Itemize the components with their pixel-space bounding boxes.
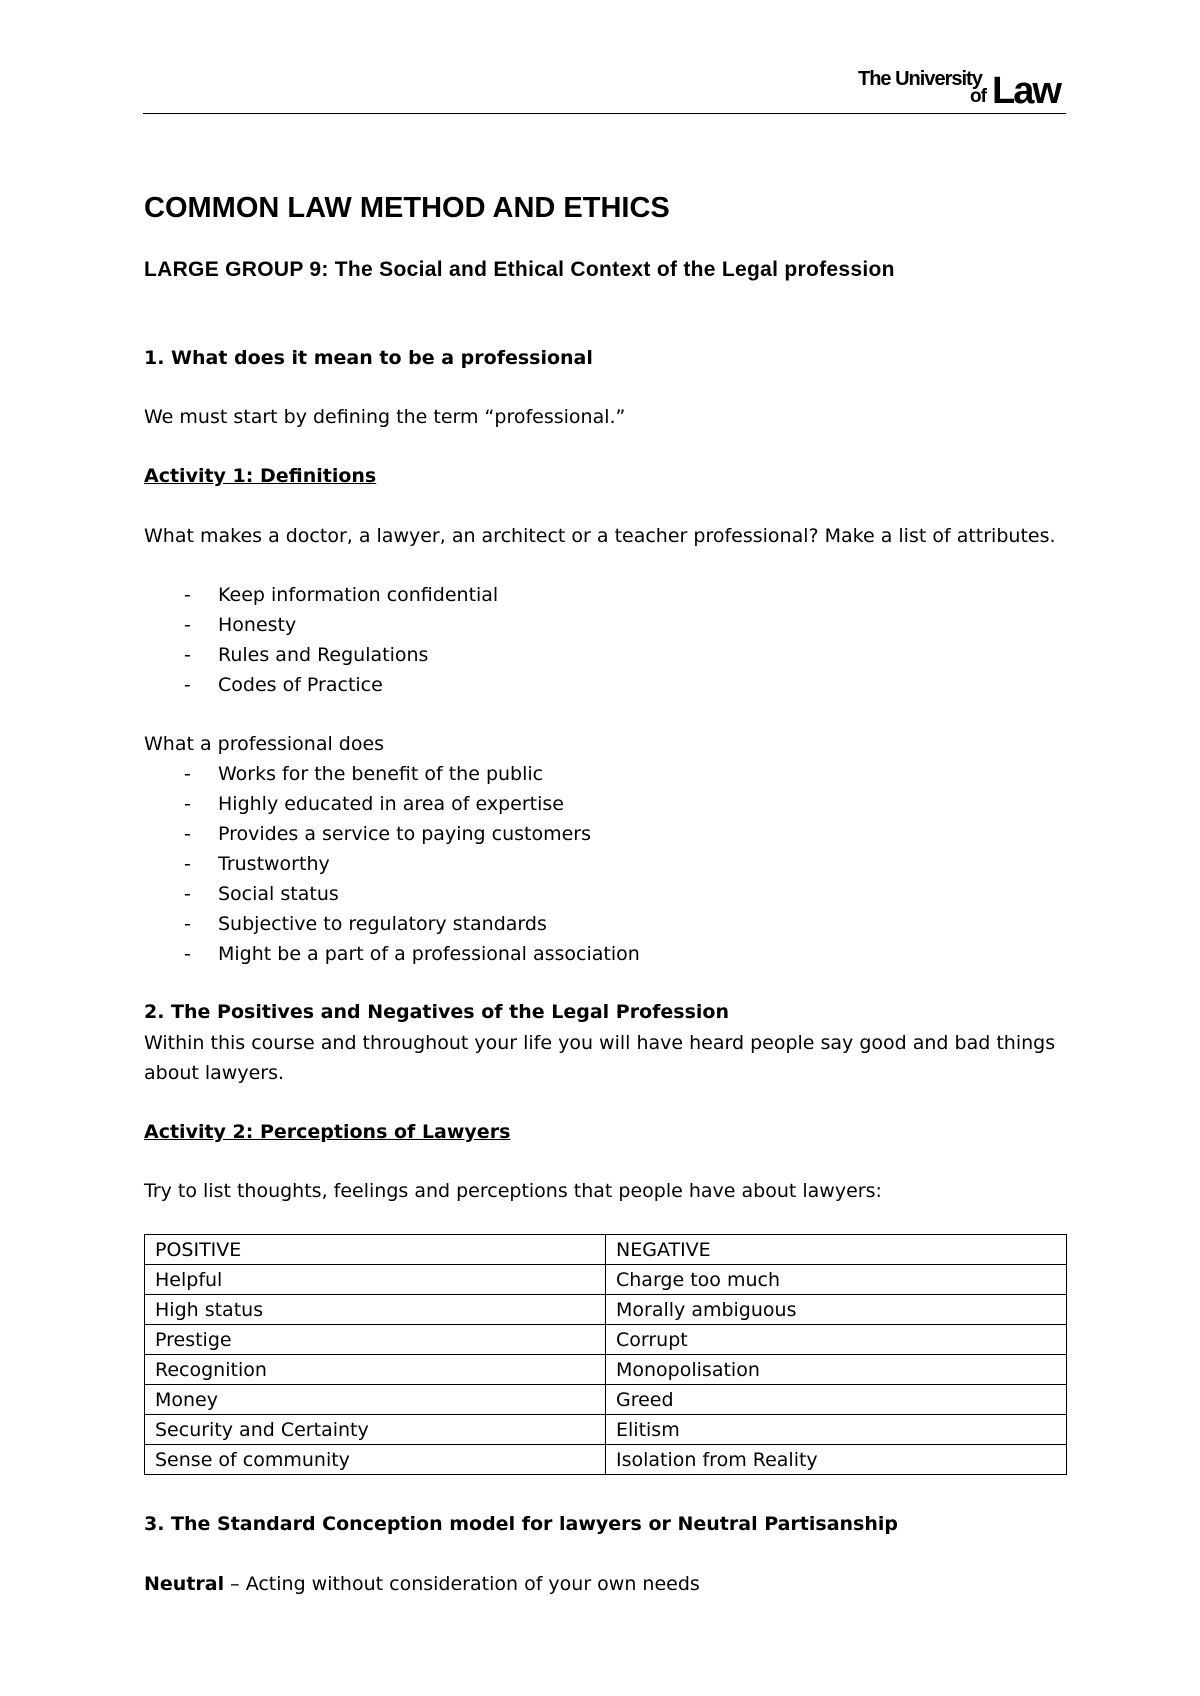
list-item: - Keep information confidential [184,580,498,610]
table-cell: Morally ambiguous [606,1295,1067,1325]
list-item: - Social status [184,879,640,909]
table-cell: Monopolisation [606,1355,1067,1385]
activity-2-heading: Activity 2: Perceptions of Lawyers [144,1121,511,1143]
activity-2-prompt: Try to list thoughts, feelings and perceptions that people have about lawyers: [144,1180,882,1202]
list-item: - Might be a part of a professional association [184,939,640,969]
table-cell: Greed [606,1385,1067,1415]
activity-1-question: What makes a doctor, a lawyer, an architect or a teacher professional? Make a list of attributes. [144,525,1056,547]
page-subtitle: LARGE GROUP 9: The Social and Ethical Context of the Legal profession [144,258,895,281]
list-item: - Subjective to regulatory standards [184,909,640,939]
table-cell: High status [145,1295,606,1325]
activity-1-heading: Activity 1: Definitions [144,465,377,487]
table-cell: Recognition [145,1355,606,1385]
table-cell: Sense of community [145,1445,606,1475]
section-1-intro: We must start by defining the term “professional.” [144,406,626,428]
table-row [145,1385,1067,1415]
section-2-heading: 2. The Positives and Negatives of the Legal Profession [144,1001,729,1023]
table-row [145,1265,1067,1295]
list-item: - Provides a service to paying customers [184,819,640,849]
professional-does-heading: What a professional does [144,733,385,755]
table-cell: Elitism [606,1415,1067,1445]
table-row [145,1415,1067,1445]
table-cell: Charge too much [606,1265,1067,1295]
table-cell: Prestige [145,1325,606,1355]
list-item: - Honesty [184,610,498,640]
page-title: COMMON LAW METHOD AND ETHICS [144,192,670,224]
university-of-law-logo [858,64,1068,112]
table-header-row [145,1235,1067,1265]
logo-text-of: of [970,86,986,107]
neutral-definition-line [144,1569,700,1599]
logo-text-law: Law [992,70,1060,112]
table-header-cell: POSITIVE [145,1235,606,1265]
list-item: - Highly educated in area of expertise [184,789,640,819]
table-header-cell: NEGATIVE [606,1235,1067,1265]
table-cell: Corrupt [606,1325,1067,1355]
section-2-intro: Within this course and throughout your life you will have heard people say good and bad things about lawyers. [144,1032,1056,1084]
header-divider [143,113,1066,114]
table-cell: Isolation from Reality [606,1445,1067,1475]
neutral-term: Neutral [144,1573,225,1595]
table-cell: Security and Certainty [145,1415,606,1445]
list-item: - Codes of Practice [184,670,498,700]
table-cell: Money [145,1385,606,1415]
table-row [145,1325,1067,1355]
list-item: - Trustworthy [184,849,640,879]
list-item: - Works for the benefit of the public [184,759,640,789]
logo-text-the-university: The University [858,68,982,90]
neutral-definition: – Acting without consideration of your own needs [224,1573,700,1595]
section-3-heading: 3. The Standard Conception model for lawyers or Neutral Partisanship [144,1513,899,1535]
table-row [145,1355,1067,1385]
list-item: - Rules and Regulations [184,640,498,670]
perceptions-table [144,1234,1067,1475]
section-1-heading: 1. What does it mean to be a professional [144,347,593,369]
table-cell: Helpful [145,1265,606,1295]
professional-does-list [184,759,640,969]
attributes-list [184,580,498,700]
table-row [145,1445,1067,1475]
table-row [145,1295,1067,1325]
